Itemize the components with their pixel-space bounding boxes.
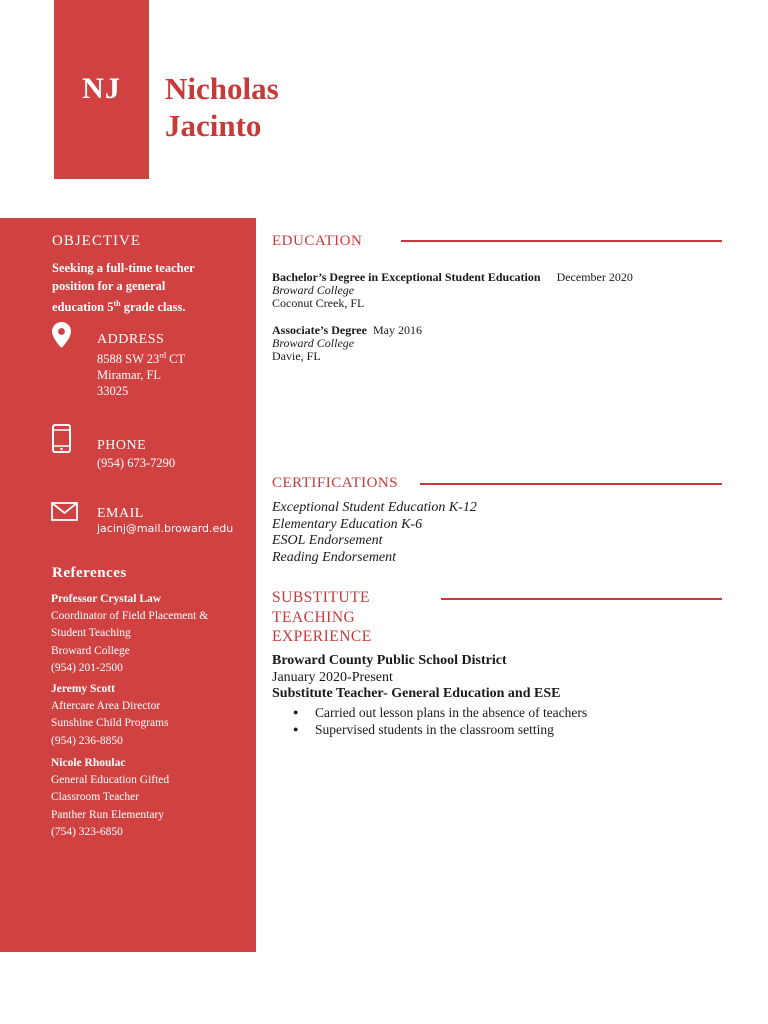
reference-detail: Panther Run Elementary [51, 808, 165, 821]
mobile-phone-icon [51, 424, 72, 453]
initials: NJ [82, 72, 121, 105]
reference-phone: (754) 323-6850 [51, 825, 123, 838]
candidate-name [165, 70, 279, 144]
experience-heading-line: EXPERIENCE [272, 628, 372, 645]
section-divider [420, 483, 722, 485]
address-line: 33025 [97, 384, 129, 399]
employer-name: Broward County Public School District [272, 653, 507, 668]
experience-heading-line: TEACHING [272, 608, 356, 626]
section-divider [401, 240, 722, 242]
address-line [97, 348, 185, 367]
objective-line: Seeking a full-time teacher [52, 261, 195, 275]
experience-heading-line: SUBSTITUTE [272, 589, 370, 606]
address-part: CT [165, 352, 186, 367]
duty-item: ● Supervised students in the classroom setting [272, 721, 587, 738]
last-name: Jacinto [165, 108, 262, 143]
education-heading: EDUCATION [272, 233, 363, 249]
reference-name: Professor Crystal Law [51, 593, 162, 605]
phone-value: (954) 673-7290 [97, 456, 176, 470]
degree-date: December 2020 [556, 270, 633, 284]
reference-name: Nicole Rhoulac [51, 757, 126, 769]
reference-detail: Sunshine Child Programs [51, 717, 169, 730]
degree-date: May 2016 [372, 323, 422, 337]
first-name: Nicholas [165, 71, 279, 106]
duties-list [272, 704, 587, 738]
reference-phone: (954) 201-2500 [51, 661, 123, 674]
reference-detail: General Education Gifted [51, 774, 170, 787]
reference-detail: Broward College [51, 644, 130, 657]
education-entry [272, 324, 422, 363]
experience-heading [272, 588, 372, 647]
phone-label: PHONE [97, 438, 147, 453]
school-location: Davie, FL [272, 349, 321, 363]
certification-item: Elementary Education K-6 [272, 516, 423, 532]
objective-text-part: grade class. [120, 300, 186, 315]
reference-entry [51, 755, 251, 841]
degree-name: Associate’s Degree [272, 323, 367, 337]
location-pin-icon [51, 321, 72, 349]
job-title: Substitute Teacher- General Education and ESE [272, 686, 561, 701]
address-superscript: rd [159, 351, 166, 360]
email-label: EMAIL [97, 506, 144, 521]
certification-item: ESOL Endorsement [272, 533, 383, 548]
address-label: ADDRESS [97, 332, 165, 347]
reference-detail: Coordinator of Field Placement & [51, 610, 209, 623]
reference-detail: Student Teaching [51, 627, 131, 640]
employment-dates: January 2020-Present [272, 670, 393, 685]
education-entry [272, 271, 633, 310]
address-part: 8588 SW 23 [97, 352, 160, 367]
degree-name: Bachelor’s Degree in Exceptional Student Education [272, 270, 541, 284]
school-name: Broward College [272, 283, 355, 297]
certifications-heading: CERTIFICATIONS [272, 475, 399, 491]
reference-entry [51, 681, 251, 750]
school-name: Broward College [272, 336, 355, 350]
references-heading: References [52, 565, 127, 581]
certifications-list [272, 500, 477, 566]
reference-phone: (954) 236-8850 [51, 734, 123, 747]
reference-detail: Classroom Teacher [51, 791, 140, 804]
objective-line [52, 295, 242, 317]
certification-item: Exceptional Student Education K-12 [272, 500, 477, 515]
envelope-icon [51, 502, 78, 521]
address-line: Miramar, FL [97, 368, 162, 383]
objective-line: position for a general [52, 278, 166, 293]
reference-detail: Aftercare Area Director [51, 700, 161, 713]
monogram-block [54, 0, 149, 179]
section-divider [441, 598, 722, 600]
objective-heading: OBJECTIVE [52, 233, 141, 249]
address-value [97, 348, 185, 399]
objective-text-part: education 5 [52, 300, 114, 315]
objective-text [52, 260, 242, 317]
school-location: Coconut Creek, FL [272, 296, 365, 310]
sidebar [0, 218, 256, 952]
duty-item: ● Carried out lesson plans in the absence of teachers [272, 704, 587, 721]
email-value[interactable]: jacinj@mail.broward.edu [97, 522, 234, 535]
reference-name: Jeremy Scott [51, 683, 115, 695]
objective-superscript: th [113, 299, 121, 308]
certification-item: Reading Endorsement [272, 549, 397, 565]
reference-entry [51, 591, 251, 677]
